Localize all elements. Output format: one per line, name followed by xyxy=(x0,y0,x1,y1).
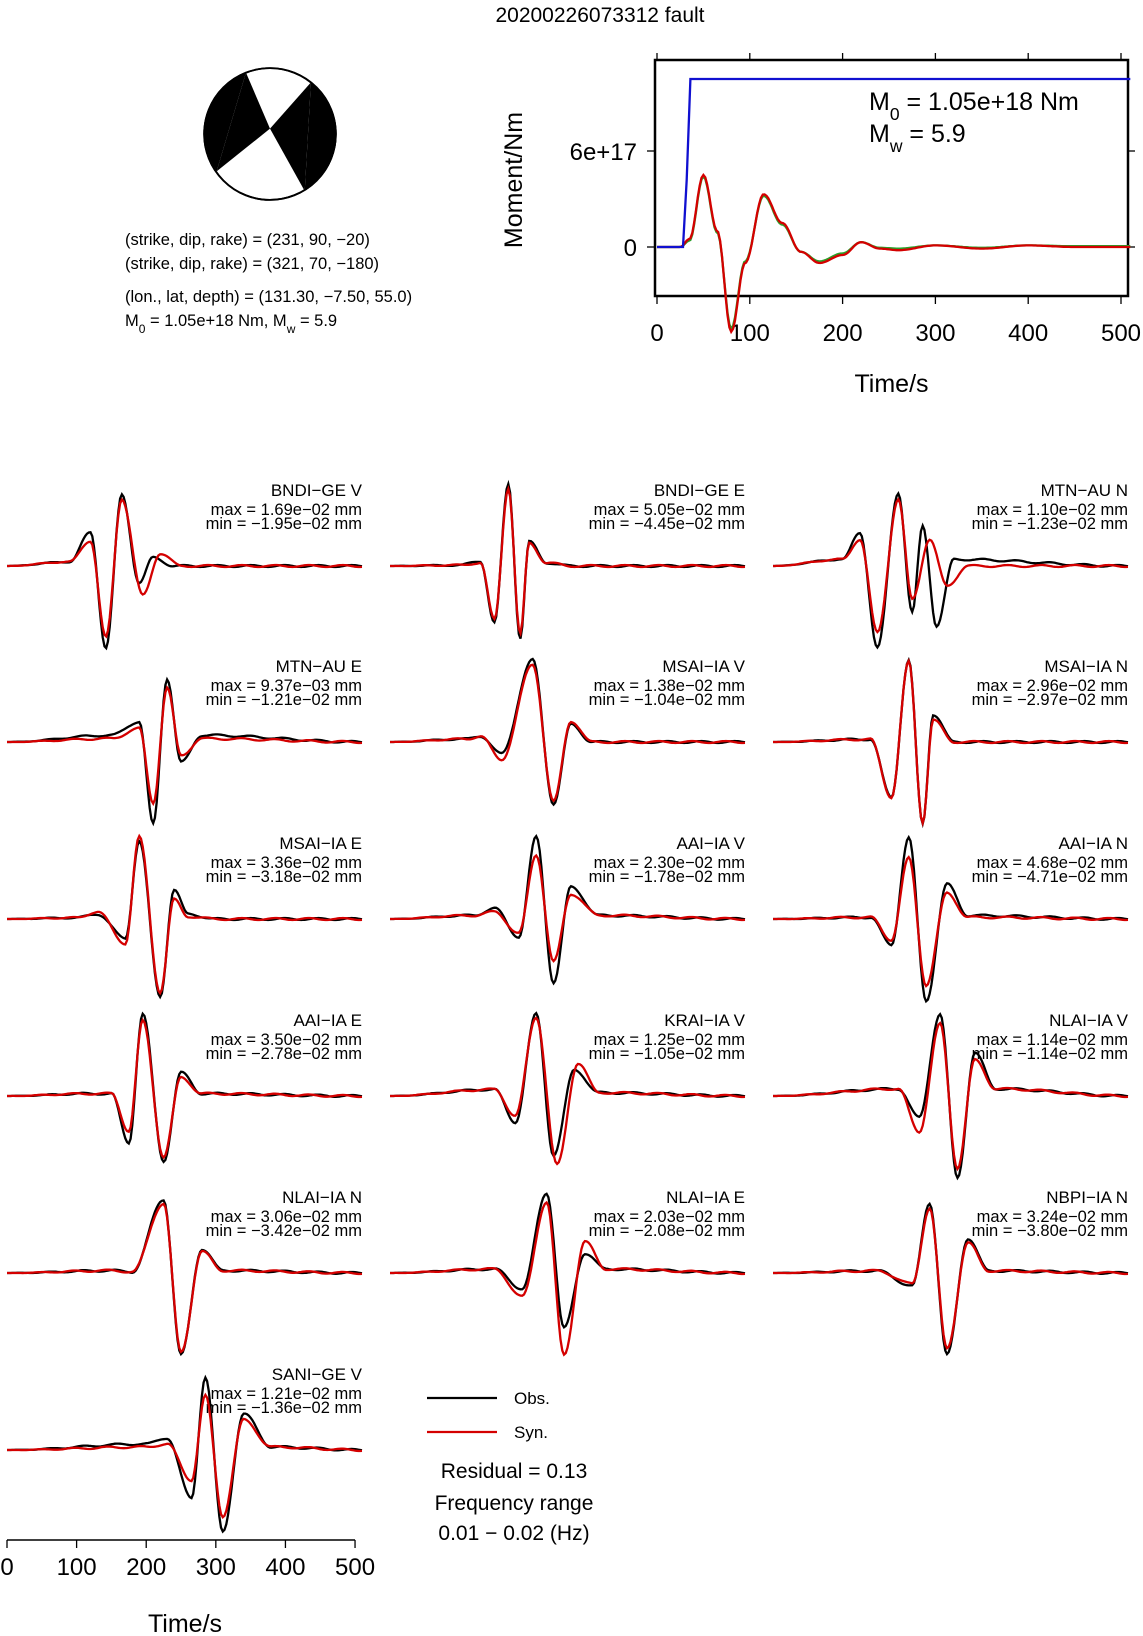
max-label: max = 3.36e−02 mm xyxy=(210,854,362,872)
moment-plot xyxy=(500,53,1141,398)
beachball xyxy=(204,68,336,200)
station-label: MSAI−IA V xyxy=(662,657,745,676)
waveform-panel xyxy=(7,834,362,997)
max-label: max = 2.30e−02 mm xyxy=(593,854,745,872)
waveform-x-tick-label: 300 xyxy=(195,1554,236,1581)
station-label: AAI−IA E xyxy=(293,1011,362,1030)
max-label: max = 1.38e−02 mm xyxy=(593,677,745,695)
moment-x-tick-label: 0 xyxy=(650,320,664,347)
strike-dip-rake-2: (strike, dip, rake) = (321, 70, −180) xyxy=(125,255,380,273)
min-label: min = −1.23e−02 mm xyxy=(971,515,1128,533)
mechanism-text xyxy=(125,231,412,336)
waveform-grid xyxy=(7,481,1129,1532)
moment-annotation-m0: $M_0 = 1.05e+18$ Nm xyxy=(869,88,1079,124)
max-label: max = 2.96e−02 mm xyxy=(976,677,1128,695)
station-label: MTN−AU E xyxy=(275,657,362,676)
station-label: MSAI−IA E xyxy=(279,834,362,853)
moment-x-tick-label: 300 xyxy=(915,320,956,347)
station-label: MSAI−IA N xyxy=(1044,657,1128,676)
waveform-panel xyxy=(390,657,746,805)
waveform-panel xyxy=(773,834,1128,1001)
max-label: max = 1.69e−02 mm xyxy=(210,501,362,519)
waveform-panel xyxy=(773,481,1128,647)
min-label: min = −1.05e−02 mm xyxy=(588,1045,745,1063)
waveform-x-tick-label: 500 xyxy=(335,1554,376,1581)
moment-y-tick-label: 0 xyxy=(623,235,637,262)
moment-x-tick-label: 200 xyxy=(822,320,863,347)
max-label: max = 3.50e−02 mm xyxy=(210,1031,362,1049)
waveform-panel xyxy=(390,481,745,639)
max-label: max = 5.05e−02 mm xyxy=(593,501,745,519)
station-label: NBPI−IA N xyxy=(1046,1188,1128,1207)
moment-y-axis-label: Moment/Nm xyxy=(500,111,528,249)
waveform-panel xyxy=(390,1011,746,1164)
max-label: max = 1.25e−02 mm xyxy=(593,1031,745,1049)
frequency-label: Frequency range xyxy=(434,1492,594,1515)
frequency-range: 0.01 − 0.02 (Hz) xyxy=(438,1522,590,1545)
min-label: min = −3.42e−02 mm xyxy=(205,1222,362,1240)
min-label: min = −2.78e−02 mm xyxy=(205,1045,362,1063)
waveform-time-axis xyxy=(0,1540,375,1636)
waveform-x-tick-label: 400 xyxy=(265,1554,306,1581)
waveform-panel xyxy=(7,481,363,648)
moment-y-tick-label: 6e+17 xyxy=(569,139,637,166)
legend xyxy=(427,1389,593,1545)
station-label: NLAI−IA V xyxy=(1049,1011,1128,1030)
legend-syn-label: Syn. xyxy=(514,1423,549,1442)
station-label: NLAI−IA N xyxy=(282,1188,362,1207)
legend-obs-label: Obs. xyxy=(514,1389,550,1408)
waveform-x-axis-label: Time/s xyxy=(147,1610,223,1636)
waveform-x-tick-label: 0 xyxy=(0,1554,14,1581)
moment-annotation-mw: $M_w = 5.9$ xyxy=(869,120,966,156)
station-label: MTN−AU N xyxy=(1040,481,1128,500)
min-label: min = −1.14e−02 mm xyxy=(971,1045,1128,1063)
min-label: min = −2.08e−02 mm xyxy=(588,1222,745,1240)
min-label: min = −1.04e−02 mm xyxy=(588,691,745,709)
waveform-panel xyxy=(773,657,1128,824)
waveform-panel xyxy=(390,1188,745,1355)
waveform-panel xyxy=(7,657,362,823)
min-label: min = −1.95e−02 mm xyxy=(205,515,362,533)
moment-series-green xyxy=(657,177,1130,329)
station-label: BNDI−GE E xyxy=(653,481,745,500)
residual-label: Residual = 0.13 xyxy=(440,1460,588,1483)
waveform-panel xyxy=(7,1188,362,1354)
strike-dip-rake-1: (strike, dip, rake) = (231, 90, −20) xyxy=(125,231,370,249)
station-label: KRAI−IA V xyxy=(664,1011,745,1030)
waveform-panel xyxy=(773,1188,1128,1354)
max-label: max = 4.68e−02 mm xyxy=(976,854,1128,872)
min-label: min = −4.45e−02 mm xyxy=(588,515,745,533)
waveform-panel xyxy=(390,834,746,983)
max-label: max = 3.06e−02 mm xyxy=(210,1208,362,1226)
location-depth: (lon., lat, depth) = (131.30, −7.50, 55.0) xyxy=(125,288,413,306)
max-label: max = 1.21e−02 mm xyxy=(210,1385,362,1403)
max-label: max = 2.03e−02 mm xyxy=(593,1208,745,1226)
figure-title: 20200226073312 fault xyxy=(495,4,705,27)
min-label: min = −2.97e−02 mm xyxy=(971,691,1128,709)
moment-summary: $M_0 = 1.05e+18$ Nm, $M_w = 5.9$ xyxy=(125,312,338,336)
moment-x-tick-label: 500 xyxy=(1100,320,1142,347)
max-label: max = 1.14e−02 mm xyxy=(976,1031,1128,1049)
waveform-x-tick-label: 200 xyxy=(126,1554,167,1581)
min-label: min = −1.36e−02 mm xyxy=(205,1399,362,1417)
station-label: SANI−GE V xyxy=(271,1365,362,1384)
moment-x-tick-label: 100 xyxy=(729,320,770,347)
station-label: BNDI−GE V xyxy=(270,481,362,500)
min-label: min = −4.71e−02 mm xyxy=(971,868,1128,886)
waveform-panel xyxy=(7,1365,363,1532)
max-label: max = 1.10e−02 mm xyxy=(976,501,1128,519)
min-label: min = −3.18e−02 mm xyxy=(205,868,362,886)
waveform-panel xyxy=(7,1011,362,1162)
waveform-x-tick-label: 100 xyxy=(56,1554,97,1581)
min-label: min = −1.21e−02 mm xyxy=(205,691,362,709)
max-label: max = 3.24e−02 mm xyxy=(976,1208,1128,1226)
min-label: min = −1.78e−02 mm xyxy=(588,868,745,886)
station-label: AAI−IA V xyxy=(676,834,745,853)
max-label: max = 9.37e−03 mm xyxy=(210,677,362,695)
moment-x-axis-label: Time/s xyxy=(854,370,929,398)
waveform-panel xyxy=(773,1011,1129,1178)
moment-x-tick-label: 400 xyxy=(1008,320,1049,347)
min-label: min = −3.80e−02 mm xyxy=(971,1222,1128,1240)
station-label: NLAI−IA E xyxy=(666,1188,745,1207)
station-label: AAI−IA N xyxy=(1058,834,1128,853)
